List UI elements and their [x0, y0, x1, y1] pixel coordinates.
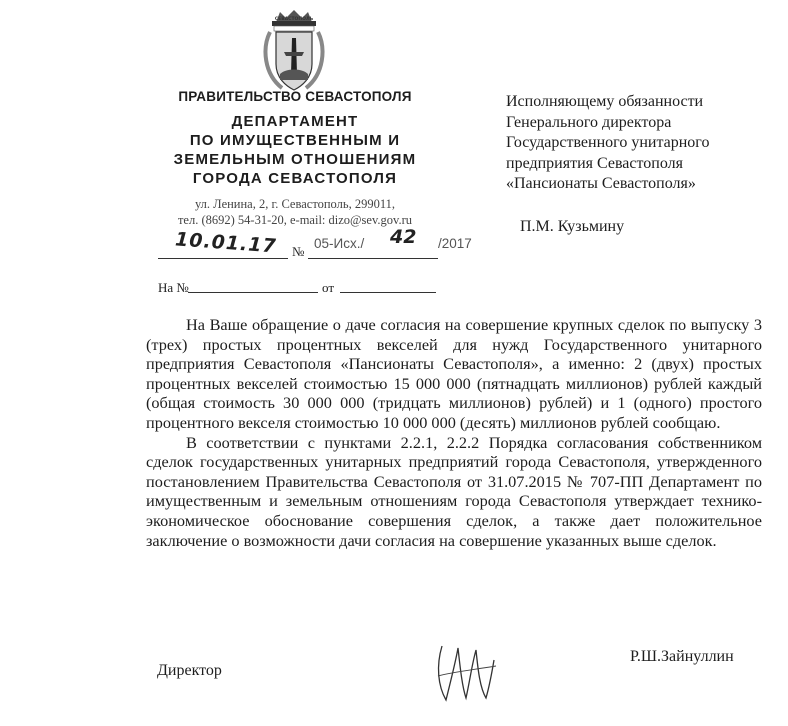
- number-suffix: /2017: [438, 236, 472, 251]
- government-title: ПРАВИТЕЛЬСТВО СЕВАСТОПОЛЯ: [178, 89, 412, 104]
- addressee-line-4: предприятия Севастополя: [506, 154, 683, 172]
- department-line-1: ДЕПАРТАМЕНТ: [231, 113, 359, 130]
- addressee-name: П.М. Кузьмину: [520, 218, 625, 235]
- department-address: [150, 196, 440, 228]
- number-prefix: 05-Исх./: [314, 236, 365, 251]
- department-name: [150, 112, 440, 188]
- reply-to-number-label: На №: [158, 280, 189, 295]
- addressee-block: [506, 92, 776, 195]
- address-line-1: ул. Ленина, 2, г. Севастополь, 299011,: [194, 197, 395, 211]
- letter-body: [146, 315, 762, 550]
- number-label: №: [292, 244, 305, 259]
- body-paragraph-1: На Ваше обращение о даче согласия на совершение крупных сделок по выпуску 3 (трех) простых процентных векселей для нужд Государственного унитарного предприятия Севастополя «Пансионаты Севастополя», а именно: 2 (двух) простых процентных векселей стоимостью 15 000 000 (пятнадцать миллионов) рублей каждый (общая стоимость 30 000 000 (тридцать миллионов) рублей) и 1 (одного) простого процентного векселя стоимостью 10 000 000 (десять) миллионов рублей сообщаю.: [146, 315, 762, 432]
- date-underline: [158, 258, 288, 259]
- signer-name: Р.Ш.Зайнуллин: [630, 648, 734, 665]
- addressee-line-3: Государственного унитарного: [506, 134, 710, 151]
- outgoing-number: 42: [390, 226, 417, 248]
- addressee-line-5: «Пансионаты Севастополя»: [506, 175, 696, 192]
- department-line-3: ЗЕМЕЛЬНЫМ ОТНОШЕНИЯМ: [173, 151, 417, 168]
- signer-role: Директор: [157, 662, 222, 679]
- outgoing-date: 10.01.17: [174, 228, 278, 258]
- addressee-line-2: Генерального директора: [506, 113, 672, 131]
- addressee-line-1: Исполняющему обязанности: [506, 93, 704, 110]
- reply-date-underline: [340, 292, 436, 293]
- reply-from-label: от: [322, 280, 335, 295]
- address-line-2: тел. (8692) 54-31-20, e-mail: dizo@sev.gov.ru: [177, 213, 413, 227]
- body-paragraph-2: В соответствии с пунктами 2.2.1, 2.2.2 Порядка согласования собственником сделок государственных унитарных предприятий города Севастополя, утвержденного постановлением Правительства Севастополя от 31.07.2015 № 707-ПП Департамент по имущественным и земельным отношениям города Севастополя утверждает технико-экономическое обоснование совершения сделок, а также дает положительное заключение о возможности дачи согласия на совершение указанных выше сделок.: [146, 432, 762, 550]
- handwritten-signature: [432, 636, 502, 708]
- emblem-ribbon-text: СЕВАСТОПОЛЬ: [274, 17, 314, 22]
- number-underline: [308, 258, 438, 259]
- reply-number-underline: [188, 292, 318, 293]
- department-line-2: ПО ИМУЩЕСТВЕННЫМ И: [189, 132, 401, 149]
- department-line-4: ГОРОДА СЕВАСТОПОЛЯ: [192, 170, 398, 187]
